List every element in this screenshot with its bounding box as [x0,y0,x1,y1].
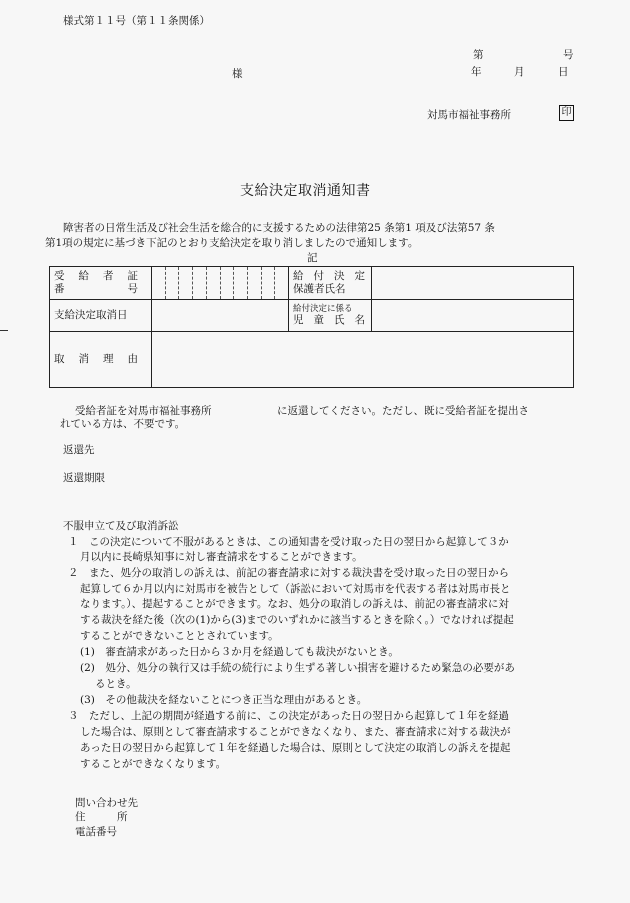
issuing-office: 対馬市福祉事務所 [427,109,511,121]
appeal-line: あった日の翌日から起算して１年を経過した場合は、原則として決定の取消しの訴えを提起 [80,742,511,754]
return-deadline-label: 返還期限 [63,472,105,484]
cancel-date-label [50,300,152,332]
label-text: 給付決定に係る [293,303,353,314]
appeal-line: (2) 処分、処分の執行又は手続の続行により生ずる著しい損害を避けるため緊急の必要があ [80,662,515,674]
label-char: 消 [78,352,89,365]
appeal-line: なります。）、提起することができます。なお、処分の取消しの訴えは、前記の審査請求に対 [80,598,509,610]
label-char: 定 [354,269,365,282]
intro-line-2: 第1項の規定に基づき下記のとおり支給決定を取り消しましたので通知します。 [45,237,419,249]
appeal-line: １ この決定について不服があるときは、この通知書を受け取った日の翌日から起算して３か [68,536,509,548]
label-char: 付 [313,269,324,282]
recipient-cert-label [50,267,152,300]
label-char: 童 [313,314,324,327]
label-char: 決 [334,269,345,282]
label-text: 保護者氏名 [293,283,346,295]
child-name-field[interactable] [372,300,574,332]
date-year: 年 [471,66,482,78]
return-notice-line-1a: 受給者証を対馬市福祉事務所 [75,405,212,417]
appeal-line: することができなくなります。 [80,758,227,770]
guardian-name-field[interactable] [372,267,574,300]
document-number-suffix: 号 [563,49,574,61]
appeal-line: るとき。 [95,678,137,690]
cancellation-table [49,266,574,388]
label-char: 受 [54,269,65,282]
document-number-label: 第 [473,49,484,61]
return-destination-label: 返還先 [63,444,95,456]
cancel-date-field[interactable] [152,300,289,332]
label-char: 理 [103,352,114,365]
label-char: 児 [293,314,304,327]
appeal-line: ２ また、処分の取消しの訴えは、前記の審査請求に対する裁決書を受け取った日の翌日から [68,567,509,579]
date-day: 日 [558,66,569,78]
margin-mark [0,330,8,331]
appeal-line: することができないこととされています。 [80,630,279,642]
guardian-name-label [289,267,372,300]
label-text: 支給決定取消日 [54,308,128,321]
appeal-line: した場合は、原則として審査請求することができなくなり、また、審査請求に対する裁決が [80,726,511,738]
date-month: 月 [514,66,525,78]
appeal-line: 起算して６か月以内に対馬市を被告として（訴訟において対馬市を代表する者は対馬市長と [80,583,511,595]
page-title: 支給決定取消通知書 [240,183,371,199]
return-notice-line-1b: に返還してください。ただし、既に受給者証を提出さ [277,405,529,417]
label-char: 号 [127,283,138,295]
return-notice-line-2: れている方は、不要です。 [60,418,186,430]
appeal-line: ３ ただし、上記の期間が経過する前に、この決定があった日の翌日から起算して１年を経過 [68,710,509,722]
label-char: 名 [354,314,365,327]
child-name-label [289,300,372,332]
appeal-line: (3) その他裁決を経ないことにつき正当な理由があるとき。 [80,694,368,706]
appeal-line: (1) 審査請求があった日から３か月を経過しても裁決がないとき。 [80,646,399,658]
label-char: 番 [54,283,65,295]
cancel-reason-label [50,332,152,388]
appeal-line: する裁決を経た後（次の(1)から(3)までのいずれかに該当するときを除く。）でなければ提起 [80,614,514,626]
label-char: 者 [103,269,114,282]
form-number: 様式第１１号（第１１条関係） [63,15,210,27]
label-char: 給 [78,269,89,282]
recipient-cert-number-field[interactable] [152,267,289,300]
cancel-reason-field[interactable] [152,332,574,388]
inquiry-phone-label: 電話番号 [75,826,117,838]
intro-line-1: 障害者の日常生活及び社会生活を総合的に支援するための法律第25 条第1 項及び法第57 条 [63,222,495,234]
addressee-suffix: 様 [232,68,243,80]
label-char: 氏 [334,314,345,327]
label-char: 給 [293,269,304,282]
ki-marker: 記 [307,252,318,264]
label-char: 取 [54,352,65,365]
seal-stamp: 印 [559,105,574,121]
appeal-line: 月以内に長崎県知事に対し審査請求をすることができます。 [80,551,363,563]
appeal-heading: 不服申立て及び取消訴訟 [63,520,179,532]
label-char: 証 [127,269,138,282]
label-char: 由 [127,352,138,365]
inquiry-heading: 問い合わせ先 [75,797,138,809]
inquiry-address-label: 住 所 [75,811,128,823]
